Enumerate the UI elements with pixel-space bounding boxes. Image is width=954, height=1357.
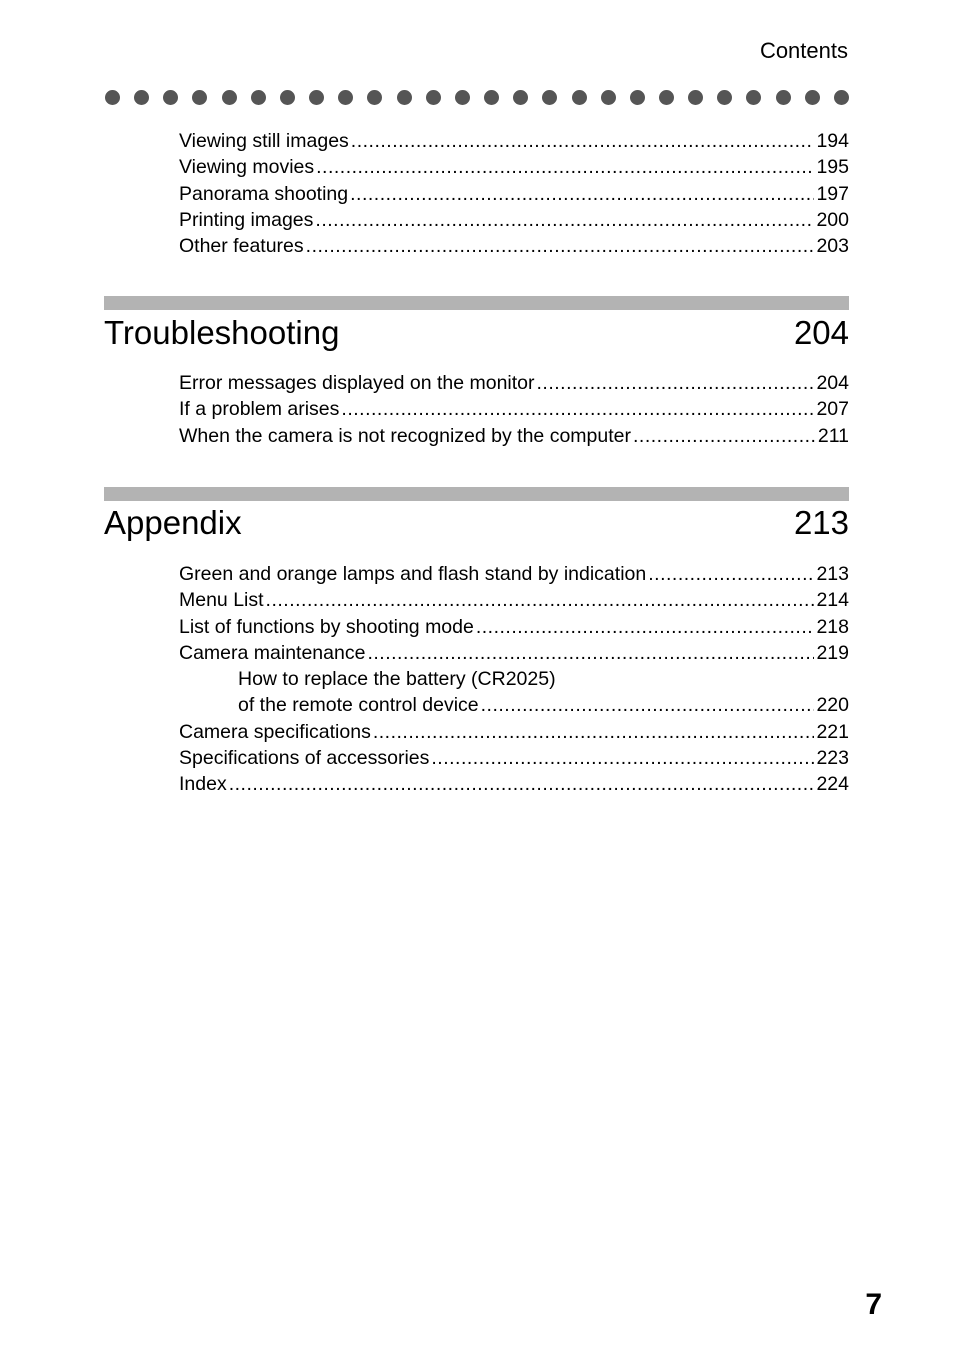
section-heading-page: 204	[793, 314, 849, 351]
dot-leader	[229, 771, 815, 797]
toc-entry[interactable]	[179, 587, 849, 613]
toc-entry-page: 223	[816, 747, 849, 770]
toc-entry[interactable]	[179, 719, 849, 745]
divider-dot	[834, 90, 849, 105]
decorative-dot-divider	[105, 89, 849, 105]
divider-dot	[134, 90, 149, 105]
toc-entry-title: Green and orange lamps and flash stand by indication	[179, 563, 647, 585]
toc-entry-title: Viewing movies	[179, 156, 315, 179]
toc-troubleshooting-list	[179, 370, 849, 449]
divider-dot	[338, 90, 353, 105]
toc-entry[interactable]	[179, 561, 849, 587]
divider-dot	[746, 90, 761, 105]
toc-entry[interactable]	[179, 181, 849, 207]
toc-entry-page: 194	[816, 130, 849, 152]
toc-entry-page: 204	[816, 372, 849, 394]
toc-entry-page: 213	[816, 563, 849, 585]
toc-entry-page: 211	[817, 424, 849, 447]
toc-entry-page: 220	[816, 694, 849, 717]
toc-entry-page: 195	[816, 156, 849, 179]
dot-leader	[306, 233, 815, 259]
toc-entry-page: 221	[816, 720, 849, 743]
section-heading-appendix[interactable]	[104, 503, 849, 543]
divider-dot	[192, 90, 207, 105]
divider-dot	[367, 90, 382, 105]
toc-entry-title: Camera specifications	[179, 720, 371, 743]
dot-leader	[431, 745, 814, 771]
divider-dot	[601, 90, 616, 105]
toc-entry[interactable]	[179, 154, 849, 180]
toc-entry-title: Other features	[179, 235, 304, 258]
toc-continued-list	[179, 128, 849, 259]
divider-dot	[280, 90, 295, 105]
toc-entry-title: If a problem arises	[179, 398, 340, 421]
divider-dot	[397, 90, 412, 105]
section-heading-title: Troubleshooting	[104, 314, 340, 351]
divider-dot	[805, 90, 820, 105]
divider-dot	[688, 90, 703, 105]
toc-entry-title: List of functions by shooting mode	[179, 615, 474, 638]
toc-entry-page: 200	[816, 208, 849, 231]
toc-entry-title: Error messages displayed on the monitor	[179, 372, 535, 394]
toc-entry[interactable]	[179, 128, 849, 154]
toc-entry-title: Menu List	[179, 589, 264, 612]
toc-entry-title: Specifications of accessories	[179, 747, 430, 770]
dot-leader	[350, 181, 814, 207]
divider-dot	[251, 90, 266, 105]
toc-entry-title: of the remote control device	[238, 694, 479, 717]
toc-entry-page: 214	[816, 589, 849, 612]
divider-dot	[630, 90, 645, 105]
divider-dot	[309, 90, 324, 105]
toc-entry[interactable]	[179, 370, 849, 396]
divider-dot	[717, 90, 732, 105]
toc-entry[interactable]	[179, 423, 849, 449]
dot-leader	[316, 154, 814, 180]
section-heading-page: 213	[793, 504, 849, 541]
divider-dot	[572, 90, 587, 105]
dot-leader	[476, 614, 815, 640]
toc-entry-page: 224	[816, 773, 849, 796]
toc-entry-title: Index	[179, 773, 227, 796]
toc-entry[interactable]	[179, 396, 849, 422]
toc-entry[interactable]	[179, 207, 849, 233]
running-header: Contents	[759, 38, 848, 63]
toc-entry-page: 218	[816, 615, 849, 638]
toc-entry-title: When the camera is not recognized by the computer	[179, 424, 631, 447]
toc-entry-title: Printing images	[179, 208, 314, 231]
toc-appendix-list	[179, 561, 849, 798]
toc-entry-title: Camera maintenance	[179, 641, 366, 664]
dot-leader	[315, 207, 814, 233]
toc-entry[interactable]	[179, 614, 849, 640]
toc-entry-page: 219	[816, 641, 849, 664]
section-heading-troubleshooting[interactable]	[104, 313, 849, 353]
dot-leader	[648, 561, 814, 587]
divider-dot	[484, 90, 499, 105]
dot-leader	[633, 423, 816, 449]
dot-leader	[373, 719, 815, 745]
toc-entry[interactable]	[179, 640, 849, 666]
toc-entry-page: 203	[816, 235, 849, 258]
divider-dot	[513, 90, 528, 105]
dot-leader	[266, 587, 815, 613]
toc-entry-title: Viewing still images	[179, 130, 349, 152]
dot-leader	[367, 640, 814, 666]
section-heading-title: Appendix	[104, 504, 242, 541]
toc-entry-page: 207	[816, 398, 849, 421]
toc-entry[interactable]	[179, 233, 849, 259]
divider-dot	[542, 90, 557, 105]
toc-entry[interactable]	[179, 745, 849, 771]
toc-entry-page: 197	[816, 182, 849, 205]
divider-dot	[455, 90, 470, 105]
divider-dot	[426, 90, 441, 105]
page-number: 7	[865, 1288, 882, 1321]
dot-leader	[351, 128, 815, 154]
section-divider-bar	[104, 487, 849, 501]
toc-entry[interactable]	[179, 771, 849, 797]
divider-dot	[659, 90, 674, 105]
toc-subentry[interactable]	[179, 692, 849, 718]
divider-dot	[163, 90, 178, 105]
dot-leader	[537, 370, 815, 396]
divider-dot	[222, 90, 237, 105]
dot-leader	[481, 692, 815, 718]
divider-dot	[105, 90, 120, 105]
toc-entry-title: Panorama shooting	[179, 182, 349, 205]
divider-dot	[776, 90, 791, 105]
section-divider-bar	[104, 296, 849, 310]
toc-subentry-first-line[interactable]: How to replace the battery (CR2025)	[238, 668, 556, 691]
dot-leader	[341, 396, 814, 422]
